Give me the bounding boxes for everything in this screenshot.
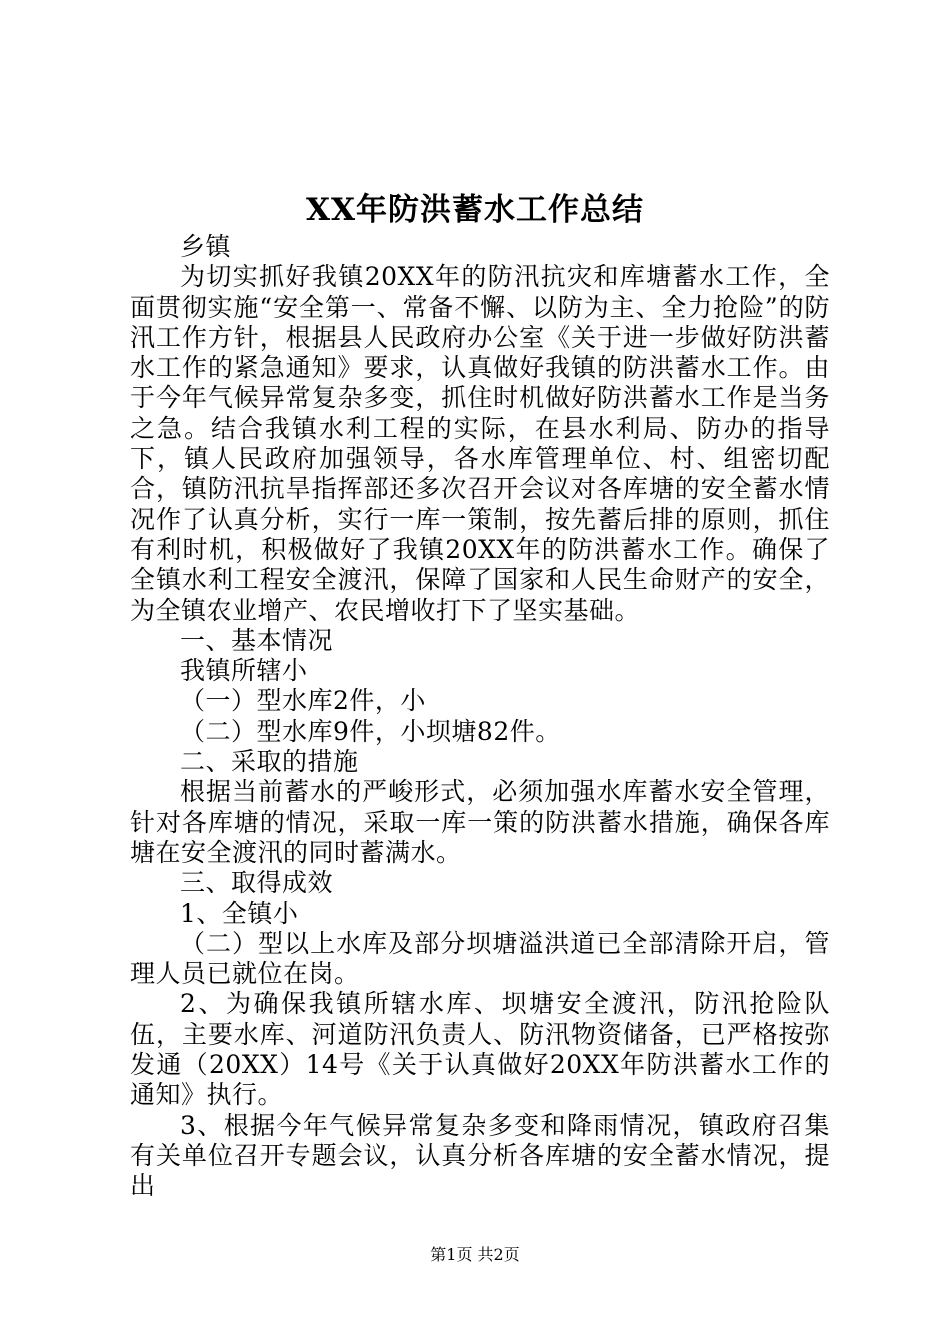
paragraph-result-3: 3、根据今年气候异常复杂多变和降雨情况，镇政府召集有关单位召开专题会议，认真分析各库塘的安全蓄水情况，提出 xyxy=(130,1110,830,1201)
paragraph-intro: 为切实抓好我镇20XX年的防汛抗灾和库塘蓄水工作，全面贯彻实施“安全第一、常备不懈、以防为主、全力抢险”的防汛工作方针，根据县人民政府办公室《关于进一步做好防洪蓄水工作的紧急通知》要求，认真做好我镇的防洪蓄水工作。由于今年气候异常复杂多变，抓住时机做好防洪蓄水工作是当务之急。结合我镇水利工程的实际，在县水利局、防办的指导下，镇人民政府加强领导，各水库管理单位、村、组密切配合，镇防汛抗旱指挥部还多次召开会议对各库塘的安全蓄水情况作了认真分析，实行一库一策制，按先蓄后排的原则，抓住有利时机，积极做好了我镇20XX年的防洪蓄水工作。确保了全镇水利工程安全渡汛，保障了国家和人民生命财产的安全，为全镇农业增产、农民增收打下了坚实基础。 xyxy=(130,262,830,625)
page-footer: 第1页 共2页 xyxy=(430,1245,520,1264)
paragraph-measures: 根据当前蓄水的严峻形式，必须加强水库蓄水安全管理，针对各库塘的情况，采取一库一策的防洪蓄水措施，确保各库塘在安全渡汛的同时蓄满水。 xyxy=(130,777,830,867)
paragraph-basic-1: 我镇所辖小 xyxy=(180,656,308,686)
heading-basic-situation: 一、基本情况 xyxy=(180,625,334,655)
paragraph-basic-2: （一）型水库2件，小 xyxy=(180,686,426,716)
paragraph-basic-3: （二）型水库9件，小坝塘82件。 xyxy=(180,716,561,746)
paragraph-result-2: 2、为确保我镇所辖水库、坝塘安全渡汛，防汛抢险队伍，主要水库、河道防汛负责人、防汛物资储备，已严格按弥发通（20XX）14号《关于认真做好20XX年防洪蓄水工作的通知》执行。 xyxy=(130,989,830,1110)
document-title: XX年防洪蓄水工作总结 xyxy=(305,192,645,228)
paragraph-result-1: 1、全镇小 xyxy=(180,898,299,928)
paragraph-result-1-cont: （二）型以上水库及部分坝塘溢洪道已全部清除开启，管理人员已就位在岗。 xyxy=(130,928,830,989)
document-body xyxy=(130,232,830,1202)
paragraph-township: 乡镇 xyxy=(180,232,232,261)
heading-results: 三、取得成效 xyxy=(180,868,334,898)
heading-measures: 二、采取的措施 xyxy=(180,747,359,777)
